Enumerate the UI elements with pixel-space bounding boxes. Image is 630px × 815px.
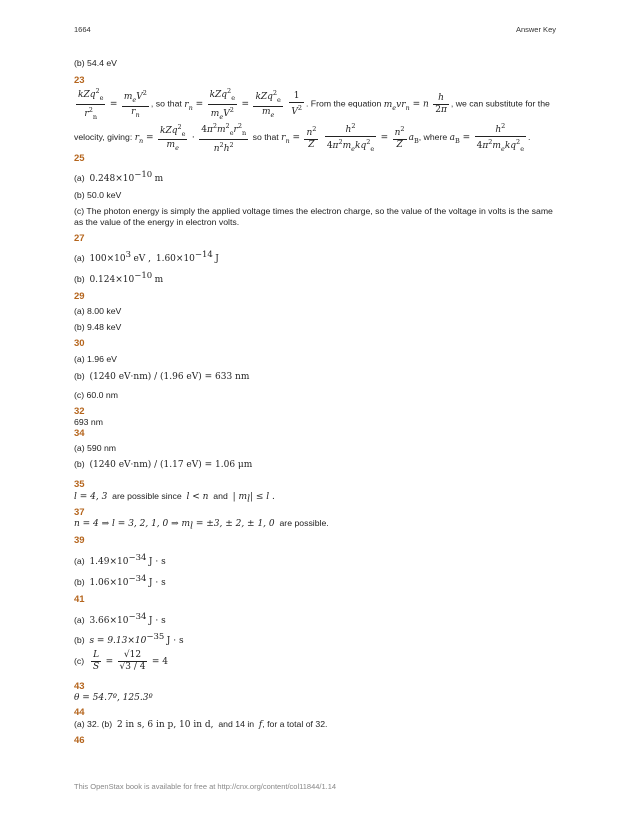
answer-23-line2: velocity, giving: $r_n$ = $\frac{kZq^2_e}{m_e}$ · $\frac{4\pi^2m^2_er^2_n}{n^2h^2}$ so that $r_n$ = $\frac{n^2}{Z}$ $\frac{h^2}{4\pi^2m_ekq^2_e}$ = $\frac{n^2}{Z}$ $a_B$, where $a_B$ = $\frac{h^2}{4\pi^2m_ekq^2_e}$ .	[74, 122, 531, 154]
fraction: $\frac{1}{V^2}$	[291, 90, 302, 117]
answer-41b: (b) $s = 9.13\times 10^{-35}$ J · s	[74, 632, 184, 646]
fraction: $\frac{4\pi^2m^2_er^2_n}{n^2h^2}$	[201, 122, 247, 154]
fraction: $\frac{kZq^2_e}{m_eV^2}$	[209, 87, 236, 121]
answer-30c: (c) 60.0 nm	[74, 390, 118, 400]
section-title: Answer Key	[515, 25, 556, 34]
answer-22b: (b) 54.4 eV	[74, 58, 117, 68]
footer-note: This OpenStax book is available for free at http://cnx.org/content/col11844/1.14	[74, 782, 337, 791]
problem-35-number: 35	[74, 479, 85, 490]
fraction: $\frac{h^2}{4\pi^2m_ekq^2_e}$	[326, 122, 375, 153]
fraction: $\frac{h^2}{4\pi^2m_ekq^2_e}$	[476, 122, 525, 153]
answer-30a: (a) 1.96 eV	[74, 354, 117, 364]
answer-30b: (b) (1240 eV·nm) / (1.96 eV) = 633 nm	[74, 371, 250, 382]
answer-39b: (b) $1.06\times 10^{-34}$ J · s	[74, 574, 166, 588]
fraction: $\frac{n^2}{Z}$	[394, 125, 405, 151]
answer-32: 693 nm	[74, 417, 103, 427]
answer-25b: (b) 50.0 keV	[74, 190, 122, 200]
fraction: $\frac{h}{2\pi}$	[435, 92, 447, 115]
fraction: $\frac{kZq^2_e}{m_e}$	[255, 89, 281, 119]
answer-25c: (c) The photon energy is simply the applied voltage times the electron charge, so the value of the voltage in volts is the same as the value of the energy in electron volts.	[74, 206, 553, 227]
answer-27a: (a) $100\times 10^3$ eV , $1.60\times 10^{-14}$ J	[74, 250, 219, 264]
problem-23-number: 23	[74, 75, 85, 86]
answer-25a: (a) $0.248\times 10^{-10}$ m	[74, 170, 164, 184]
answer-29b: (b) 9.48 keV	[74, 322, 122, 332]
answer-37: n = 4 ⇒ l = 3, 2, 1, 0 ⇒ $m_l = \pm 3$, ± 2, ± 1, 0 are possible.	[74, 518, 329, 532]
answer-29a: (a) 8.00 keV	[74, 306, 122, 316]
problem-43-number: 43	[74, 681, 85, 692]
problem-34-number: 34	[74, 428, 85, 439]
fraction: $\frac{m_eV^2}{r_n}$	[123, 89, 147, 119]
problem-44-number: 44	[74, 707, 85, 718]
answer-41a: (a) $3.66\times 10^{-34}$ J · s	[74, 612, 166, 626]
page-number: 1664	[74, 25, 91, 34]
answer-39a: (a) $1.49\times 10^{-34}$ J · s	[74, 553, 166, 567]
problem-39-number: 39	[74, 535, 85, 546]
problem-41-number: 41	[74, 594, 85, 605]
problem-30-number: 30	[74, 338, 85, 349]
problem-46-number: 46	[74, 735, 85, 746]
fraction: $\frac{√12}{√3 / 4}$	[119, 650, 146, 672]
problem-37-number: 37	[74, 507, 85, 518]
answer-23-line1: $\frac{kZq^2_e}{r^2_n}$ = $\frac{m_eV^2}{r_n}$ , so that $r_n$ = $\frac{kZq^2_e}{m_eV^2}$ = $\frac{kZq^2_e}{m_e}$ $\frac{1}{V^2}$ . From the equation $m_evr_n = n$ $\frac{h}{2\pi}$ , we can substitute for the	[78, 87, 550, 121]
answer-41c: (c) $\frac{L}{S}$ = $\frac{√12}{√3 / 4}$ = 4	[74, 650, 169, 672]
problem-32-number: 32	[74, 406, 85, 417]
answer-43: θ = 54.7º, 125.3º	[74, 693, 153, 703]
problem-27-number: 27	[74, 233, 85, 244]
answer-35: l = 4, 3 are possible since l < n and | $m_l| \le l$ .	[74, 491, 275, 505]
fraction: $\frac{kZq^2_e}{r^2_n}$	[78, 87, 104, 121]
problem-25-number: 25	[74, 153, 85, 164]
answer-34a: (a) 590 nm	[74, 443, 117, 453]
fraction: $\frac{kZq^2_e}{m_e}$	[160, 122, 186, 153]
answer-34b: (b) (1240 eV·nm) / (1.17 eV) = 1.06 μm	[74, 459, 253, 470]
problem-29-number: 29	[74, 291, 85, 302]
answer-27b: (b) $0.124\times 10^{-10}$ m	[74, 271, 164, 285]
fraction: $\frac{n^2}{Z}$	[306, 125, 317, 151]
fraction: $\frac{L}{S}$	[92, 650, 100, 672]
answer-44: (a) 32. (b) 2 in s, 6 in p, 10 in d, and 14 in f, for a total of 32.	[74, 719, 328, 730]
